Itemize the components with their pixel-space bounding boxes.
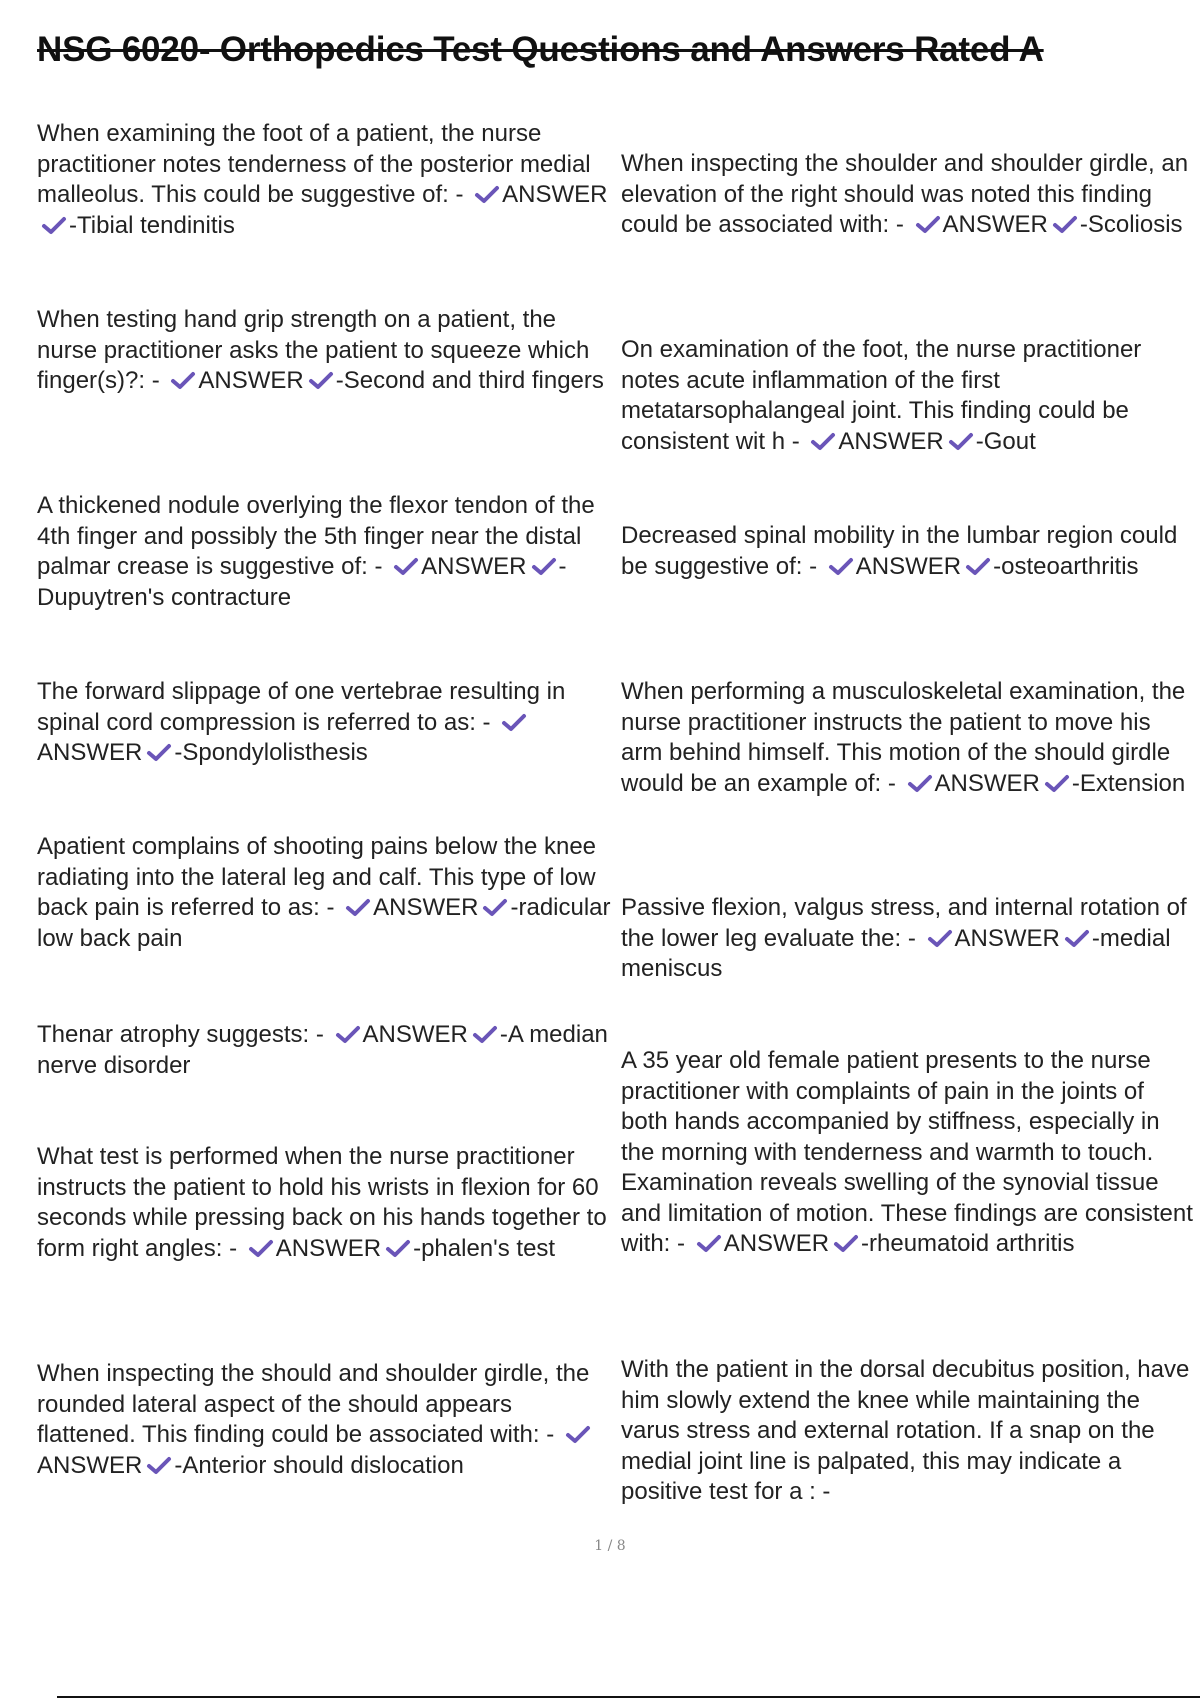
check-icon (385, 1238, 411, 1258)
check-icon (810, 431, 836, 451)
question-text: When inspecting the should and shoulder girdle, the rounded lateral aspect of the should appears flattened. This finding could be associated with: - (37, 1360, 590, 1448)
answer-text: -rheumatoid arthritis (861, 1230, 1075, 1257)
answer-text: -osteoarthritis (993, 552, 1139, 580)
qa-item-left-2 (37, 305, 614, 397)
answer-text: -phalen's test (413, 1234, 556, 1262)
question-text: Thenar atrophy suggests: - (37, 1021, 324, 1048)
qa-item-right-4 (621, 677, 1196, 799)
answer-text: -Second and third fingers (335, 367, 604, 394)
check-icon (41, 215, 67, 235)
check-icon (948, 431, 974, 451)
check-icon (907, 773, 933, 793)
question-text: When examining the foot of a patient, the nurse practitioner notes tenderness of the posterior medial malleolus. This could be suggestive of: - (37, 120, 591, 208)
answer-label: ANSWER (855, 552, 962, 580)
qa-item-left-1 (37, 119, 614, 241)
check-icon (1052, 214, 1078, 234)
qa-item-right-3 (621, 521, 1196, 582)
qa-item-right-1 (621, 149, 1196, 241)
question-text: With the patient in the dorsal decubitus position, have him slowly extend the knee while maintaining the varus stress and external rotation. If a snap on the medial joint line is palpated, this may indicate a positive test for a : - (621, 1356, 1190, 1505)
check-icon (146, 1455, 172, 1475)
check-icon (308, 370, 334, 390)
qa-item-left-6 (37, 1020, 614, 1081)
answer-label: ANSWER (37, 1451, 143, 1479)
question-text: When testing hand grip strength on a patient, the nurse practitioner asks the patient to squeeze which finger(s)?: - (37, 306, 590, 394)
check-icon (345, 897, 371, 917)
check-icon (393, 556, 419, 576)
answer-label: ANSWER (37, 739, 143, 766)
answer-label: ANSWER (362, 1021, 468, 1048)
document-title: NSG 6020- Orthopedics Test Questions and Answers Rated A (37, 30, 1044, 69)
qa-item-right-7 (621, 1355, 1196, 1508)
question-text: The forward slippage of one vertebrae resulting in spinal cord compression is referred to as: - (37, 678, 566, 736)
answer-label: ANSWER (954, 924, 1060, 952)
question-text: When inspecting the shoulder and shoulder girdle, an elevation of the right should was noted this finding could be associated with: - (621, 150, 1189, 238)
check-icon (472, 1024, 498, 1044)
answer-text: -A median nerve disorder (37, 1021, 608, 1079)
check-icon (828, 556, 854, 576)
answer-text: -Anterior should dislocation (174, 1451, 464, 1479)
check-icon (833, 1233, 859, 1253)
page-number: 1 / 8 (594, 1538, 626, 1554)
question-text: A 35 year old female patient presents to the nurse practitioner with complaints of pain in the joints of both hands accompanied by stiffness, especially in the morning with tenderness and warmth to touch. Examination reveals swelling of the synovial tissue and limitation of motion. These findings are consistent with: - (621, 1047, 1193, 1257)
check-icon (1044, 773, 1070, 793)
check-icon (1064, 928, 1090, 948)
question-text: Passive flexion, valgus stress, and internal rotation of the lower leg evaluate the: - (621, 894, 1187, 952)
answer-label: ANSWER (838, 427, 944, 455)
check-icon (170, 370, 196, 390)
check-icon (501, 712, 527, 732)
answer-text: -Extension (1071, 769, 1186, 797)
answer-text: -Gout (975, 427, 1036, 455)
qa-item-left-8 (37, 1359, 614, 1481)
qa-item-left-7 (37, 1142, 614, 1264)
check-icon (482, 897, 508, 917)
answer-text: -Spondylolisthesis (174, 739, 368, 766)
question-text: When performing a musculoskeletal examination, the nurse practitioner instructs the patient to move his arm behind himself. This motion of the should girdle would be an example of: - (621, 678, 1186, 797)
answer-text: -radicular low back pain (37, 894, 611, 952)
question-text: What test is performed when the nurse practitioner instructs the patient to hold his wrists in flexion for 60 seconds while pressing back on his hands together to form right angles: - (37, 1143, 607, 1262)
check-icon (696, 1233, 722, 1253)
qa-item-left-3 (37, 491, 614, 613)
qa-item-right-5 (621, 893, 1196, 985)
qa-item-left-4 (37, 677, 614, 769)
question-text: Apatient complains of shooting pains below the knee radiating into the lateral leg and calf. This type of low back pain is referred to as: - (37, 833, 597, 921)
answer-text: -Tibial tendinitis (69, 211, 235, 239)
answer-text: -medial meniscus (621, 924, 1171, 982)
answer-label: ANSWER (934, 769, 1040, 797)
check-icon (335, 1024, 361, 1044)
answer-label: ANSWER (373, 894, 479, 921)
answer-label: ANSWER (502, 181, 608, 208)
check-icon (146, 742, 172, 762)
check-icon (565, 1424, 591, 1444)
check-icon (915, 214, 941, 234)
check-icon (531, 556, 557, 576)
answer-label: ANSWER (275, 1234, 382, 1262)
answer-label: ANSWER (198, 367, 304, 394)
answer-label: ANSWER (421, 553, 527, 580)
check-icon (248, 1238, 274, 1258)
answer-label: ANSWER (942, 211, 1048, 238)
check-icon (927, 928, 953, 948)
footer-divider (57, 1696, 1200, 1698)
check-icon (474, 184, 500, 204)
question-text: On examination of the foot, the nurse practitioner notes acute inflammation of the first metatarsophalangeal joint. This finding could be consistent wit h - (621, 336, 1142, 455)
check-icon (965, 556, 991, 576)
qa-item-right-6 (621, 1046, 1196, 1260)
qa-item-left-5 (37, 832, 614, 954)
answer-label: ANSWER (723, 1230, 830, 1257)
question-text: Decreased spinal mobility in the lumbar region could be suggestive of: - (621, 522, 1178, 580)
qa-item-right-2 (621, 335, 1196, 457)
answer-text: -Scoliosis (1079, 211, 1183, 238)
question-text: A thickened nodule overlying the flexor tendon of the 4th finger and possibly the 5th finger near the distal palmar crease is suggestive of: - (37, 492, 595, 580)
answer-text: -Dupuytren's contracture (37, 553, 567, 611)
